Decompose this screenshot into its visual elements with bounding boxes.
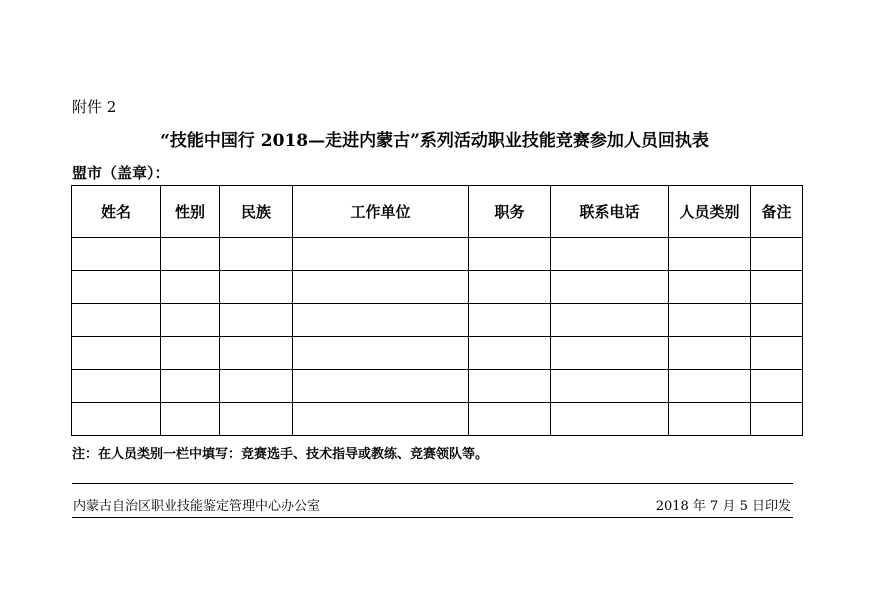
table-cell xyxy=(751,403,803,436)
table-cell xyxy=(220,238,293,271)
table-row xyxy=(72,238,803,271)
table-cell xyxy=(161,403,220,436)
table-row xyxy=(72,403,803,436)
header-ethnicity: 民族 xyxy=(220,186,293,238)
table-cell xyxy=(293,271,469,304)
header-remarks: 备注 xyxy=(751,186,803,238)
issue-date: 2018 年 7 月 5 日印发 xyxy=(655,499,791,514)
table-cell xyxy=(72,337,161,370)
table-cell xyxy=(161,238,220,271)
league-seal-label: 盟市（盖章）： xyxy=(72,164,170,182)
table-cell xyxy=(293,304,469,337)
document-title: “技能中国行 2018—走进内蒙古”系列活动职业技能竞赛参加人员回执表 xyxy=(160,131,709,151)
table-cell xyxy=(161,337,220,370)
table-cell xyxy=(72,304,161,337)
attachment-label: 附件 2 xyxy=(72,98,117,116)
header-gender: 性别 xyxy=(161,186,220,238)
table-cell xyxy=(293,238,469,271)
table-row xyxy=(72,370,803,403)
table-cell xyxy=(220,304,293,337)
table-cell xyxy=(72,271,161,304)
table-row xyxy=(72,271,803,304)
table-cell xyxy=(220,271,293,304)
table-cell xyxy=(669,238,751,271)
header-name: 姓名 xyxy=(72,186,161,238)
footer-rule-top xyxy=(72,483,793,484)
table-cell xyxy=(469,337,551,370)
table-cell xyxy=(551,403,669,436)
table-cell xyxy=(669,370,751,403)
table-row xyxy=(72,337,803,370)
header-position: 职务 xyxy=(469,186,551,238)
table-cell xyxy=(551,238,669,271)
table-cell xyxy=(293,337,469,370)
table-cell xyxy=(751,238,803,271)
issuer-name: 内蒙古自治区职业技能鉴定管理中心办公室 xyxy=(73,499,321,514)
table-cell xyxy=(293,370,469,403)
table-cell xyxy=(669,403,751,436)
participant-form-table xyxy=(71,185,803,436)
table-cell xyxy=(161,370,220,403)
table-cell xyxy=(220,370,293,403)
header-work-unit: 工作单位 xyxy=(293,186,469,238)
table-cell xyxy=(293,403,469,436)
table-cell xyxy=(469,304,551,337)
table-cell xyxy=(469,271,551,304)
table-cell xyxy=(669,337,751,370)
table-cell xyxy=(751,337,803,370)
table-row xyxy=(72,304,803,337)
table-cell xyxy=(551,370,669,403)
table-cell xyxy=(669,271,751,304)
table-header-row xyxy=(72,186,803,238)
table-cell xyxy=(161,304,220,337)
table-cell xyxy=(469,238,551,271)
table-cell xyxy=(551,304,669,337)
table-cell xyxy=(72,238,161,271)
table-cell xyxy=(751,370,803,403)
table-cell xyxy=(669,304,751,337)
header-personnel-category: 人员类别 xyxy=(669,186,751,238)
header-phone: 联系电话 xyxy=(551,186,669,238)
table-cell xyxy=(220,403,293,436)
table-cell xyxy=(469,403,551,436)
footer-rule-bottom xyxy=(72,517,793,518)
table-cell xyxy=(751,304,803,337)
table-cell xyxy=(469,370,551,403)
table-cell xyxy=(751,271,803,304)
table-cell xyxy=(72,403,161,436)
table-cell xyxy=(161,271,220,304)
form-note: 注：在人员类别一栏中填写：竞赛选手、技术指导或教练、竞赛领队等。 xyxy=(72,447,489,462)
table-cell xyxy=(72,370,161,403)
table-cell xyxy=(551,271,669,304)
table-cell xyxy=(551,337,669,370)
table-cell xyxy=(220,337,293,370)
